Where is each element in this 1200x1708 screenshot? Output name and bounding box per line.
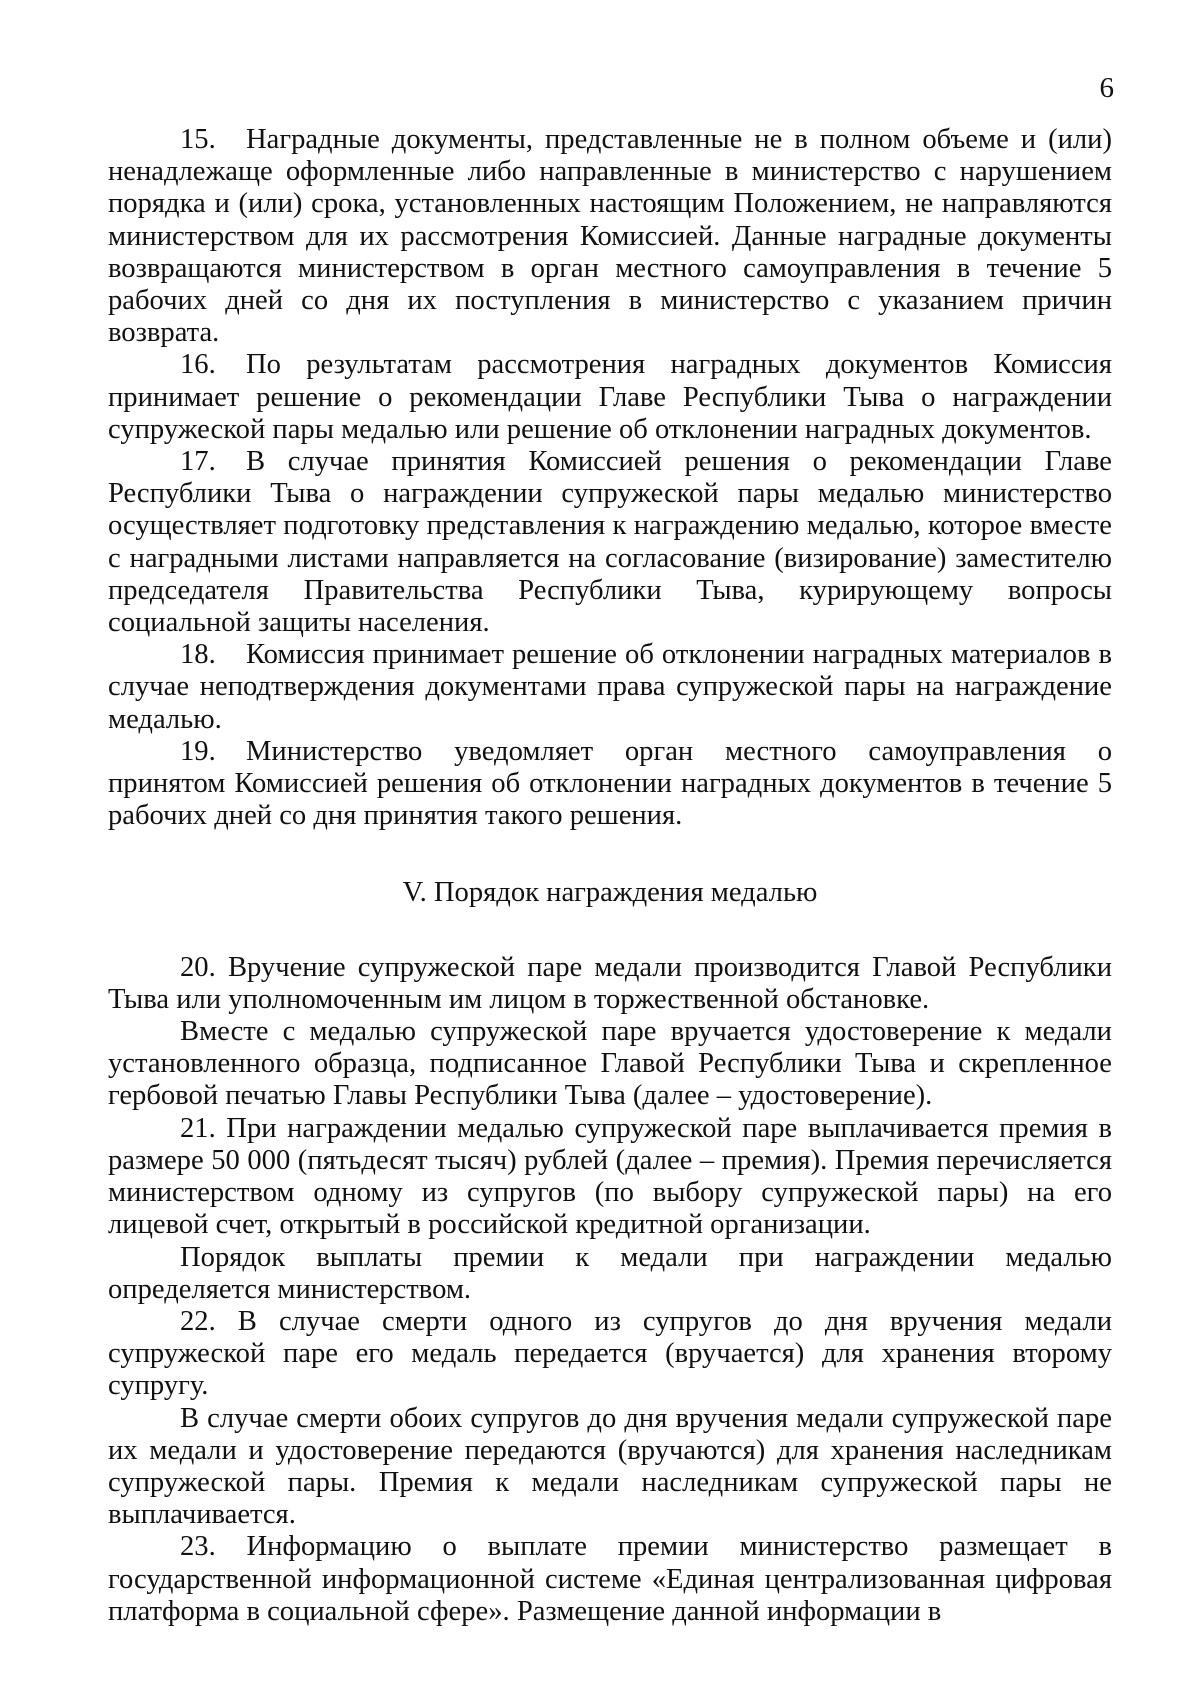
- paragraph-21-continued: Порядок выплаты премии к медали при награждении медалью определяется министерством.: [108, 1241, 1112, 1305]
- paragraph-22-continued: В случае смерти обоих супругов до дня вручения медали супружеской паре их медали и удостоверение передаются (вручаются) для хранения наследникам супружеской пары. Премия к медали наследникам супружеской пары не выплачивается.: [108, 1402, 1112, 1531]
- paragraph-16: [108, 349, 1112, 446]
- paragraph-21: 21. При награждении медалью супружеской паре выплачивается премия в размере 50 000 (пятьдесят тысяч) рублей (далее – премия). Премия перечисляется министерством одному из супругов (по выбору супружеской пары) на его лицевой счет, открытый в российской кредитной организации.: [108, 1112, 1112, 1241]
- paragraph-17: [108, 446, 1112, 639]
- paragraph-20: 20. Вручение супружеской паре медали производится Главой Республики Тыва или уполномоченным им лицом в торжественной обстановке.: [108, 951, 1112, 1015]
- document-body: [108, 124, 1112, 1628]
- paragraph-19: [108, 736, 1112, 833]
- section-heading: V. Порядок награждения медалью: [402, 877, 818, 909]
- page-number: 6: [1099, 72, 1114, 104]
- paragraph-text: Министерство уведомляет орган местного самоуправления о принятом Комиссией решения об отклонении наградных документов в течение 5 рабочих дней со дня принятия такого решения.: [108, 735, 1112, 832]
- paragraph-number: 17.: [180, 446, 216, 478]
- paragraph-18: [108, 639, 1112, 736]
- paragraph-number: 18.: [180, 639, 216, 671]
- paragraph-text: По результатам рассмотрения наградных документов Комиссия принимает решение о рекомендации Главе Республики Тыва о награждении супружеской пары медалью или решение об отклонении наградных документов.: [108, 349, 1112, 445]
- paragraph-text: В случае принятия Комиссией решения о рекомендации Главе Республики Тыва о награждении супружеской пары медалью министерство осуществляет подготовку представления к награждению медалью, которое вместе с наградными листами направляется на согласование (визирование) заместителю председателя Правительства Республики Тыва, курирующему вопросы социальной защиты населения.: [108, 446, 1112, 639]
- paragraph-15: [108, 124, 1112, 349]
- paragraph-number: 19.: [180, 735, 216, 767]
- paragraph-20-continued: Вместе с медалью супружеской паре вручается удостоверение к медали установленного образца, подписанное Главой Республики Тыва и скрепленное гербовой печатью Главы Республики Тыва (далее – удостоверение).: [108, 1016, 1112, 1112]
- paragraph-text: Наградные документы, представленные не в полном объеме и (или) ненадлежаще оформленные либо направленные в министерство с нарушением порядка и (или) срока, установленных настоящим Положением, не направляются министерством для их рассмотрения Комиссией. Данные наградные документы возвращаются министерством в орган местного самоуправления в течение 5 рабочих дней со дня их поступления в министерство с указанием причин возврата.: [108, 124, 1112, 349]
- paragraph-23: 23. Информацию о выплате премии министерство размещает в государственной информационной системе «Единая централизованная цифровая платформа в социальной сфере». Размещение данной информации в: [108, 1531, 1112, 1627]
- paragraph-22: 22. В случае смерти одного из супругов до дня вручения медали супружеской паре его медаль передается (вручается) для хранения второму супругу.: [108, 1305, 1112, 1402]
- paragraph-number: 16.: [180, 349, 216, 381]
- paragraph-number: 15.: [180, 124, 216, 155]
- paragraph-text: Комиссия принимает решение об отклонении наградных материалов в случае неподтверждения документами права супружеской пары на награждение медалью.: [108, 639, 1112, 735]
